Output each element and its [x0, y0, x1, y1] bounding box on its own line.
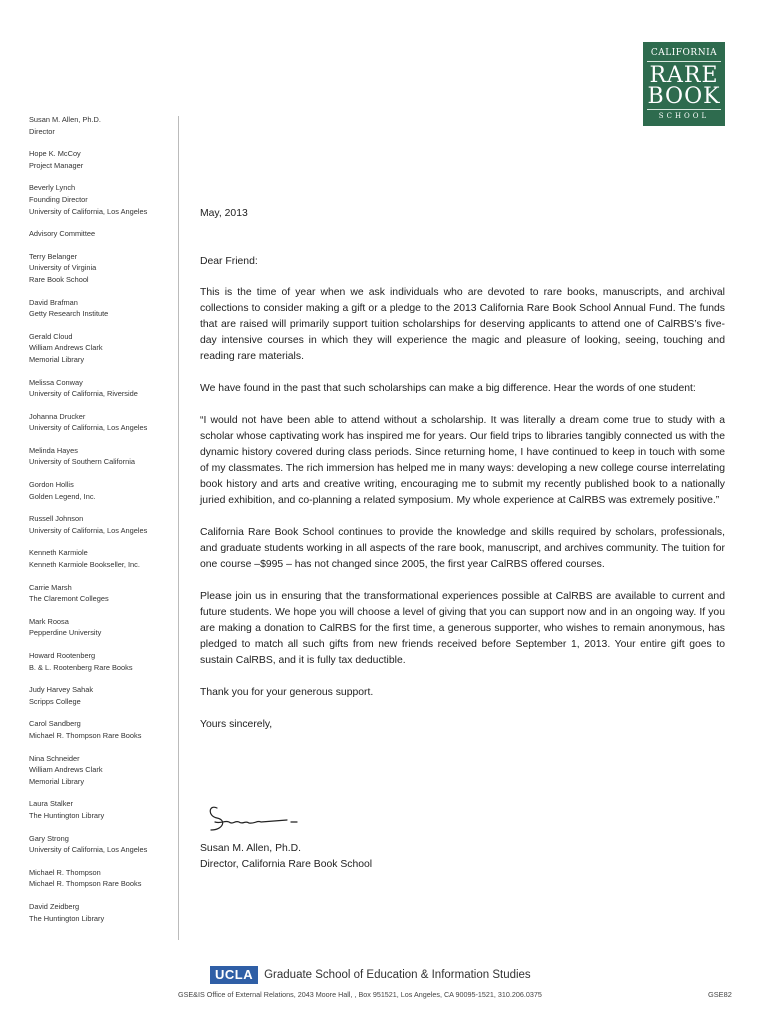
sidebar-entry-line: Scripps College — [29, 696, 81, 706]
california-rare-book-school-logo — [643, 42, 725, 126]
sidebar-entry-line: University of California, Los Angeles — [29, 206, 148, 216]
sidebar-entry-line: Beverly Lynch — [29, 183, 76, 193]
sidebar-entry-line: University of California, Los Angeles — [29, 525, 148, 535]
paragraph-5: Please join us in ensuring that the transformational experiences possible at CalRBS are available to current and future students. We hope you will choose a level of giving that you can support now and in an ongoing way. If you are making a donation to CalRBS for the first time, a generous supporter, who wishes to remain anonymous, has pledged to match all such gifts from new friends received before September 1, 2013. Your entire gift goes to sustain CalRBS, and it is fully tax deductible. — [200, 591, 725, 666]
sidebar-entry-line: Director — [29, 126, 55, 136]
sidebar-entry-line: Pepperdine University — [29, 628, 102, 638]
sidebar-entry-line: David Zeidberg — [29, 901, 80, 911]
sidebar-entry — [29, 297, 174, 320]
paragraph-3-quote: “I would not have been able to attend without a scholarship. It was literally a dream come true to study with a scholar whose captivating work has inspired me for years. Our field trips to libraries tangibly connected us with the dynamic history covered during class periods. Since returning home, I have continued to keep in touch with some of my classmates. The rich immersion has helped me in many ways: developing a new college course interrelating book history and arts and creative writing, encouraging me to submit my recently published book to a nationally juried exhibition, and co-planning a related symposium. My whole experience at CalRBS was extremely positive.” — [200, 415, 725, 506]
logo-line-3: BOOK — [647, 84, 721, 109]
paragraph-6: Thank you for your generous support. — [200, 687, 374, 698]
sidebar-entry-line: Johanna Drucker — [29, 411, 86, 421]
sidebar-entry-line: Russell Johnson — [29, 514, 84, 524]
sidebar-entry-line: Michael R. Thompson Rare Books — [29, 730, 142, 740]
logo-line-2: RARE — [649, 63, 719, 88]
sidebar-entry-line: University of California, Los Angeles — [29, 845, 148, 855]
paragraph-2: We have found in the past that such scholarships can make a big difference. Hear the words of one student: — [200, 383, 696, 394]
closing: Yours sincerely, — [200, 719, 273, 730]
sidebar-entry-line: Kenneth Karmiole — [29, 548, 88, 558]
sidebar-entry-line: Gary Strong — [29, 833, 69, 843]
salutation: Dear Friend: — [200, 256, 258, 267]
sidebar-entry-line: Mark Roosa — [29, 616, 69, 626]
footer-code: GSE82 — [708, 990, 732, 999]
staff-and-committee-list — [29, 114, 174, 935]
sidebar-divider — [178, 116, 179, 940]
sidebar-entry — [29, 867, 174, 890]
sidebar-entry — [29, 411, 174, 434]
sidebar-entry — [29, 753, 174, 788]
sidebar-entry-line: Gordon Hollis — [29, 480, 74, 490]
sidebar-entry-line: Golden Legend, Inc. — [29, 491, 96, 501]
sidebar-entry-line: The Claremont Colleges — [29, 594, 109, 604]
letter-date: May, 2013 — [200, 208, 248, 219]
sidebar-entry-line: Gerald Cloud — [29, 331, 73, 341]
sidebar-entry-line: Nina Schneider — [29, 753, 80, 763]
sidebar-entry — [29, 582, 174, 605]
signature-block — [200, 841, 372, 873]
sidebar-entry-line: Carrie Marsh — [29, 582, 72, 592]
sidebar-entry-line: The Huntington Library — [29, 913, 105, 923]
sidebar-entry-line: Melissa Conway — [29, 377, 83, 387]
sidebar-entry — [29, 377, 174, 400]
sidebar-entry — [29, 650, 174, 673]
logo-line-4: SCHOOL — [647, 109, 721, 120]
sidebar-entry — [29, 798, 174, 821]
sidebar-entry-line: Howard Rootenberg — [29, 651, 96, 660]
ucla-wordmark: UCLA — [210, 966, 258, 984]
sidebar-entry — [29, 251, 174, 286]
sidebar-entry — [29, 331, 174, 366]
sidebar-entry — [29, 479, 174, 502]
paragraph-4: California Rare Book School continues to provide the knowledge and skills required by scholars, professionals, and graduate students working in all aspects of the rare book, manuscript, and archives community. The tuition for one course –$995 – has not changed since 2005, the first year CalRBS offered courses. — [200, 527, 725, 570]
footer-address: GSE&IS Office of External Relations, 2043 Moore Hall, , Box 951521, Los Angeles, CA 90095-1521, 310.206.0375 — [178, 990, 542, 999]
sidebar-entry-line: Michael R. Thompson Rare Books — [29, 879, 142, 889]
sidebar-entry-line: Terry Belanger — [29, 251, 78, 261]
sidebar-entry-line: Memorial Library — [29, 354, 85, 364]
paragraph-1: This is the time of year when we ask individuals who are devoted to rare books, manuscripts, and archival collections to consider making a gift or a pledge to the 2013 California Rare Book School Annual Fund. The funds that are raised will primarily support tuition scholarships for deserving applicants to attend one of CalRBS’s five-day intensive courses in which they will experience the magic and pleasure of looking, seeing, touching and reading rare materials. — [200, 287, 725, 362]
sidebar-entry-line: University of California, Los Angeles — [29, 423, 148, 433]
sidebar-entry-line: Kenneth Karmiole Bookseller, Inc. — [29, 560, 140, 570]
sidebar-entry — [29, 513, 174, 536]
sidebar-entry-line: University of California, Riverside — [29, 389, 138, 399]
sidebar-entry — [29, 445, 174, 468]
sidebar-entry-line: Rare Book School — [29, 274, 89, 284]
sidebar-entry — [29, 148, 174, 171]
letter-body — [200, 206, 725, 733]
sidebar-entry — [29, 228, 174, 240]
sidebar-entry-line: Advisory Committee — [29, 229, 96, 239]
sidebar-entry — [29, 684, 174, 707]
sidebar-entry-line: B. & L. Rootenberg Rare Books — [29, 662, 133, 672]
sidebar-entry — [29, 182, 174, 217]
sidebar-entry-line: University of Southern California — [29, 457, 135, 467]
sidebar-entry-line: David Brafman — [29, 297, 78, 307]
sidebar-entry-line: William Andrews Clark — [29, 343, 103, 353]
sidebar-entry — [29, 114, 174, 137]
logo-line-1: CALIFORNIA — [647, 48, 721, 62]
handwritten-signature — [205, 798, 300, 838]
sidebar-entry-line: Michael R. Thompson — [29, 867, 101, 877]
school-name: Graduate School of Education & Information Studies — [264, 969, 531, 981]
signer-title: Director, California Rare Book School — [200, 859, 373, 870]
sidebar-entry-line: The Huntington Library — [29, 810, 105, 820]
sidebar-entry-line: Founding Director — [29, 194, 88, 204]
sidebar-entry-line: William Andrews Clark — [29, 765, 103, 775]
sidebar-entry — [29, 718, 174, 741]
sidebar-entry — [29, 547, 174, 570]
sidebar-entry-line: Melinda Hayes — [29, 445, 78, 455]
sidebar-entry — [29, 901, 174, 924]
sidebar-entry-line: Getty Research Institute — [29, 309, 109, 319]
sidebar-entry-line: Project Manager — [29, 160, 84, 170]
sidebar-entry-line: Judy Harvey Sahak — [29, 685, 94, 695]
sidebar-entry-line: Susan M. Allen, Ph.D. — [29, 115, 101, 124]
sidebar-entry-line: Hope K. McCoy — [29, 149, 81, 159]
sidebar-entry — [29, 833, 174, 856]
ucla-footer-logo — [210, 966, 531, 984]
signer-name: Susan M. Allen, Ph.D. — [200, 843, 302, 854]
sidebar-entry-line: Laura Stalker — [29, 799, 73, 809]
sidebar-entry-line: University of Virginia — [29, 263, 97, 273]
sidebar-entry — [29, 616, 174, 639]
sidebar-entry-line: Carol Sandberg — [29, 719, 81, 729]
sidebar-entry-line: Memorial Library — [29, 776, 85, 786]
